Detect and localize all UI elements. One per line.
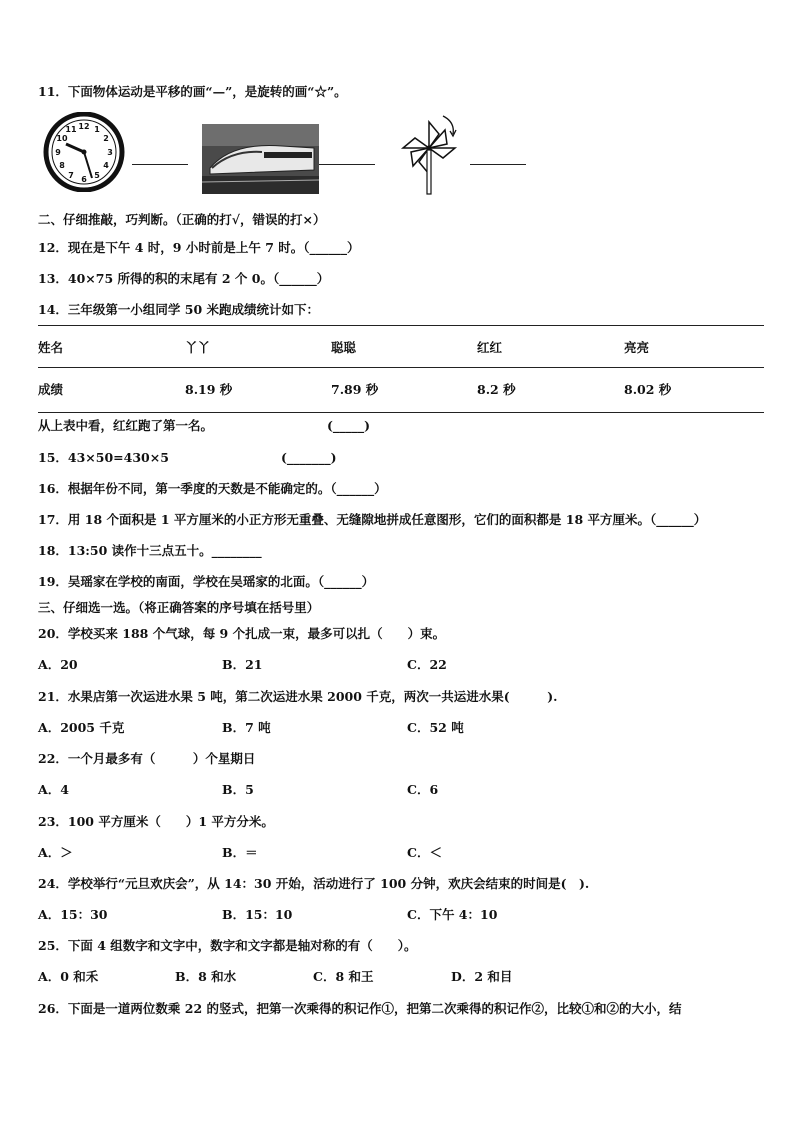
table-header-cell: 红红: [477, 340, 503, 355]
option-c[interactable]: C．52 吨: [407, 720, 464, 735]
answer-line-clock[interactable]: [132, 164, 188, 165]
question-26: 26．下面是一道两位数乘 22 的竖式，把第一次乘得的积记作①，把第二次乘得的积记作②，比较①和②的大小，结: [38, 1001, 682, 1016]
section-3-title: 三、仔细选一选。（将正确答案的序号填在括号里）: [38, 600, 320, 615]
option-a[interactable]: A．0 和禾: [38, 969, 99, 984]
question-18: 18．13:50 读作十三点五十。________: [38, 543, 262, 558]
option-b[interactable]: B．7 吨: [222, 720, 271, 735]
question-12: 12．现在是下午 4 时，9 小时前是上午 7 时。（______）: [38, 240, 360, 255]
table-header-cell: 姓名: [38, 340, 64, 355]
question-14: 14．三年级第一小组同学 50 米跑成绩统计如下：: [38, 302, 319, 317]
option-c[interactable]: C．6: [407, 782, 439, 797]
question-15: 15．43×50=430×5: [38, 450, 169, 465]
answer-paren[interactable]: (_______): [281, 450, 337, 465]
question-20: 20．学校买来 188 个气球，每 9 个扎成一束，最多可以扎（ ）束。: [38, 626, 446, 641]
question-21: 21．水果店第一次运进水果 5 吨，第二次运进水果 2000 千克，两次一共运进水果( ).: [38, 689, 558, 704]
svg-text:7: 7: [68, 171, 74, 180]
table-header-cell: 亮亮: [624, 340, 650, 355]
option-a[interactable]: A．15：30: [38, 907, 108, 922]
question-23: 23．100 平方厘米（ ）1 平方分米。: [38, 814, 274, 829]
question-16: 16．根据年份不同，第一季度的天数是不能确定的。（______）: [38, 481, 387, 496]
option-c[interactable]: C．8 和王: [313, 969, 374, 984]
question-17: 17．用 18 个面积是 1 平方厘米的小正方形无重叠、无缝隙地拼成任意图形，它们的面积都是 18 平方厘米。（______）: [38, 512, 707, 527]
question-11: 11．下面物体运动是平移的画“—”，是旋转的画“☆”。: [38, 84, 347, 99]
section-2-title: 二、仔细推敲，巧判断。（正确的打√，错误的打×）: [38, 212, 326, 227]
table-row-cell: 7.89 秒: [331, 382, 379, 397]
svg-text:1: 1: [94, 125, 100, 134]
svg-text:4: 4: [103, 161, 109, 170]
answer-line-pinwheel[interactable]: [470, 164, 526, 165]
table-divider: [38, 367, 764, 368]
svg-text:5: 5: [94, 171, 100, 180]
question-24: 24．学校举行“元旦欢庆会”，从 14：30 开始，活动进行了 100 分钟，欢庆会结束的时间是( ).: [38, 876, 590, 891]
svg-text:2: 2: [103, 134, 109, 143]
table-row-cell: 8.19 秒: [185, 382, 233, 397]
option-c[interactable]: C．＜: [407, 845, 442, 860]
svg-text:12: 12: [78, 122, 90, 131]
option-a[interactable]: A．4: [38, 782, 69, 797]
svg-text:8: 8: [59, 161, 65, 170]
option-b[interactable]: B．5: [222, 782, 254, 797]
question-25: 25．下面 4 组数字和文字中，数字和文字都是轴对称的有（ ）。: [38, 938, 417, 953]
svg-text:9: 9: [55, 148, 61, 157]
clock-image: [38, 112, 130, 192]
option-c[interactable]: C．22: [407, 657, 447, 672]
table-row-cell: 8.02 秒: [624, 382, 672, 397]
svg-text:6: 6: [81, 175, 87, 184]
svg-text:11: 11: [65, 125, 77, 134]
pinwheel-image: [393, 110, 465, 196]
option-b[interactable]: B．15：10: [222, 907, 293, 922]
train-image: [202, 124, 319, 194]
question-14-statement: 从上表中看，红红跑了第一名。: [38, 418, 214, 433]
option-d[interactable]: D．2 和目: [451, 969, 513, 984]
table-row-cell: 成绩: [38, 382, 64, 397]
score-table: [38, 325, 764, 413]
svg-text:10: 10: [56, 134, 68, 143]
option-a[interactable]: A．2005 千克: [38, 720, 125, 735]
option-b[interactable]: B．＝: [222, 845, 258, 860]
table-header-cell: 丫丫: [185, 340, 211, 355]
answer-line-train[interactable]: [319, 164, 375, 165]
table-row-cell: 8.2 秒: [477, 382, 516, 397]
option-a[interactable]: A．20: [38, 657, 78, 672]
option-c[interactable]: C．下午 4：10: [407, 907, 498, 922]
option-b[interactable]: B．21: [222, 657, 263, 672]
option-a[interactable]: A．＞: [38, 845, 73, 860]
option-b[interactable]: B．8 和水: [175, 969, 237, 984]
svg-text:3: 3: [107, 148, 113, 157]
question-19: 19．吴瑶家在学校的南面，学校在吴瑶家的北面。（______）: [38, 574, 375, 589]
question-22: 22．一个月最多有（ ）个星期日: [38, 751, 256, 766]
table-header-cell: 聪聪: [331, 340, 357, 355]
question-13: 13．40×75 所得的积的末尾有 2 个 0。（______）: [38, 271, 330, 286]
answer-paren[interactable]: (_____): [327, 418, 371, 433]
